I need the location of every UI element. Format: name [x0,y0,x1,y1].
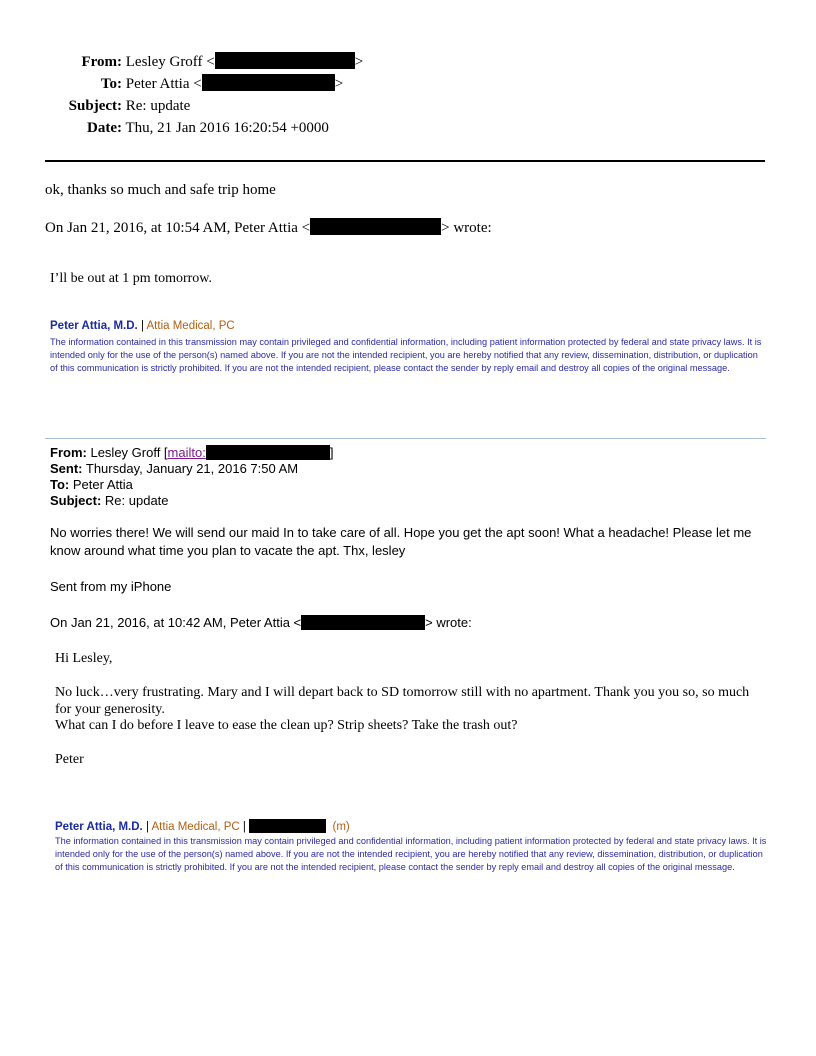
date-value: Thu, 21 Jan 2016 16:20:54 +0000 [125,120,329,136]
from-label: From: [81,54,122,70]
fwd-from-value: Lesley Groff [ [90,445,168,460]
fwd-sent-value: Thursday, January 21, 2016 7:50 AM [85,461,299,476]
bracket-close: ] [329,445,334,460]
sig2-company: Attia Medical, PC [151,821,240,833]
angle-close: > [334,76,344,92]
subject-value: Re: update [125,98,191,114]
fwd-sent-label: Sent: [50,461,83,476]
fwd-subject-label: Subject: [50,493,102,508]
inner-greeting: Hi Lesley, [55,651,113,666]
forward-divider [45,438,766,439]
quote1-attribution [45,218,492,237]
header-to [0,73,343,95]
sig2-name: Peter Attia, M.D. [55,821,143,833]
sig1-name: Peter Attia, M.D. [50,320,138,332]
signature-2 [55,819,350,833]
sig2-sep2: | [239,821,250,833]
sent-from-iphone: Sent from my iPhone [50,579,172,594]
sig1-sep: | [137,320,147,332]
redaction-block [202,74,335,91]
fwd-from-label: From: [50,445,87,460]
redaction-block [310,218,441,235]
fwd-subject [50,492,169,509]
quote1-prefix: On Jan 21, 2016, at 10:54 AM, Peter Attia < [45,220,311,236]
quote2-attribution [50,615,472,630]
fwd-subject-value: Re: update [104,493,169,508]
angle-close: > [354,54,364,70]
header-divider [45,160,765,162]
inner-signoff: Peter [55,752,84,767]
redaction-block [215,52,355,69]
reply-line: ok, thanks so much and safe trip home [45,182,276,198]
to-value: Peter Attia < [125,76,202,92]
redaction-block [301,615,425,630]
sig2-sep: | [142,821,152,833]
date-label: Date: [87,120,122,136]
quote2-prefix: On Jan 21, 2016, at 10:42 AM, Peter Attia < [50,615,302,630]
sig1-company: Attia Medical, PC [146,320,235,332]
mailto-link[interactable]: mailto: [167,445,206,460]
redaction-block [206,445,330,460]
quote2-suffix: > wrote: [425,615,472,630]
fwd-to [50,476,133,493]
fwd-to-label: To: [50,477,70,492]
header-from [0,51,363,73]
from-value: Lesley Groff < [125,54,215,70]
sig2-disclaimer: The information contained in this transmission may contain privileged and confidential information, including patient information protected by federal and state privacy laws. It is intended only for the use of the person(s) named above. If you are not the intended recipient, you are hereby notified that any review, dissemination, distribution, or duplication of this communication is strictly prohibited. If you are not the intended recipient, please contact the sender by reply email and destroy all copies of the original message. [55,836,767,872]
inner-paragraph-1: No luck…very frustrating. Mary and I will depart back to SD tomorrow still with no apartment. Thank you you so, so much for your generosity. [55,685,750,717]
subject-label: Subject: [68,98,122,114]
header-subject [0,95,190,117]
fwd-to-value: Peter Attia [72,477,133,492]
sig1-disclaimer: The information contained in this transmission may contain privileged and confidential information, including patient information protected by federal and state privacy laws. It is intended only for the use of the person(s) named above. If you are not the intended recipient, you are hereby notified that any review, dissemination, distribution, or duplication of this communication is strictly prohibited. If you are not the intended recipient, please contact the sender by reply email and destroy all copies of the original message. [50,337,762,373]
quote1-suffix: > wrote: [441,220,492,236]
signature-1 [50,320,235,332]
header-date [0,117,329,139]
inner-paragraph-2: What can I do before I leave to ease the clean up? Strip sheets? Take the trash out? [55,718,518,733]
fwd-body: No worries there! We will send our maid In to take care of all. Hope you get the apt soon! What a headache! Please let me know around what time you plan to vacate the apt. Thx, lesley [50,525,752,558]
redaction-block [249,819,326,833]
sig2-mobile: (m) [332,821,350,833]
message-1: I’ll be out at 1 pm tomorrow. [50,271,213,286]
fwd-from [50,444,333,461]
fwd-sent [50,460,298,477]
to-label: To: [100,76,122,92]
